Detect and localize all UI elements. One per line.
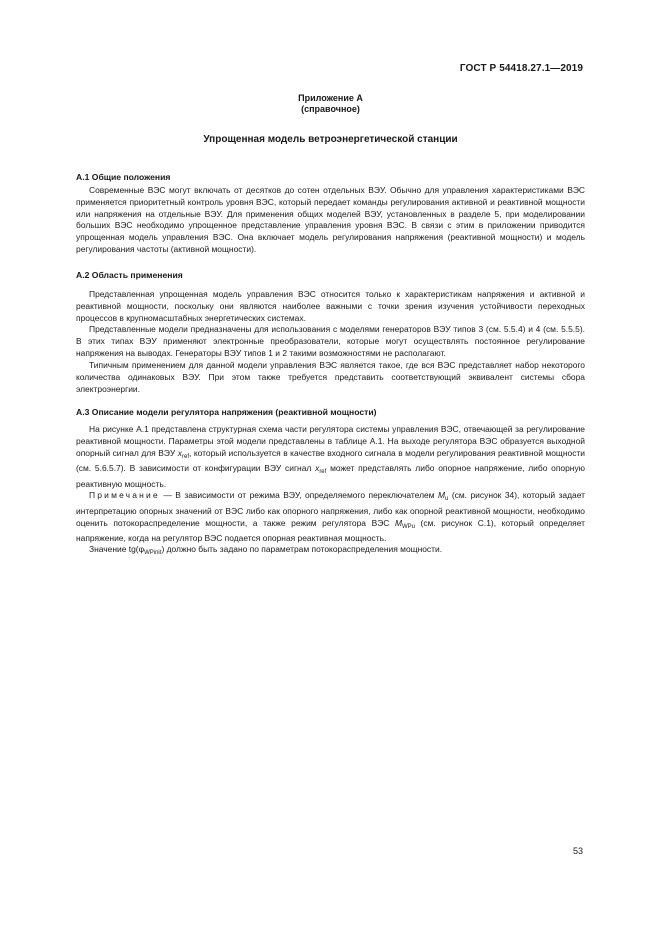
paragraph-a3-2: Значение $tg(\varphi_{WPinit})$ должно быть задано по параметрам потокораспределения мощности. [89,544,443,556]
variable-x: x [177,447,182,458]
paragraph-a2-3: Типичным применением для данной модели управления ВЭС является такое, где вся ВЭС представляет набор некоторого количества одинаковых ВЭУ. При этом также требуется представить соответствующий эквивалент системы сбора электроэнергии. [76,360,585,394]
appendix-title: Приложение А [298,93,363,103]
document-standard-number: ГОСТ Р 54418.27.1—2019 [459,63,583,74]
page-number: 53 [572,846,583,856]
section-heading-a3: А.3 Описание модели регулятора напряжения (реактивной мощности) [76,407,377,417]
paragraph-a1-1: Современные ВЭС могут включать от десятков до сотен отдельных ВЭУ. Обычно для управления характеристиками ВЭС применяется приоритетный контроль уровня ВЭС, который передает команды регулирования активной и реактивной мощности или напряжения на отдельные ВЭУ. Для применения общих моделей ВЭУ, установленных в разделе 5, при моделировании больших ВЭС необходимо упрощенное представление управления уровня ВЭС. В связи с этим в приложении приводится упрощенная модель управления ВЭС. Она включает модель регулирования напряжения (реактивной мощности) и модель регулирования частоты (активной мощности). [76,185,585,254]
document-title: Упрощенная модель ветроэнергетической станции [203,134,458,145]
paragraph-a2-1: Представленная упрощенная модель управления ВЭС относится только к характеристикам напряжения и активной и реактивной мощности, поскольку они являются наиболее важными с точки зрения изучения устойчивости переходных процессов в крупномасштабных энергетических системах. [76,289,585,323]
note-label: Примечание [89,490,160,500]
variable-m: M [437,490,446,500]
paragraph-a2-2: Представленные модели предназначены для использования с моделями генераторов ВЭУ типов 3 (см. 5.5.4) и 4 (см. 5.5.5). В этих типах ВЭУ применяют электронные преобразователи, которые могут осуществлять постоянное регулирование напряжения на выводах. Генераторы ВЭУ типов 1 и 2 такими возможностями не располагают. [76,324,585,358]
variable-m: M [394,517,402,528]
paragraph-a3-1: На рисунке А.1 представлена структурная схема части регулятора системы управления ВЭС, отвечающей за регулирование реактивной мощности. Параметры этой модели представлены в таблице А.1. На выходе регулятора ВЭС образуется выходной опорный сигнал для ВЭУ $x_{ref}$, который используется в качестве входного сигнала в модели регулирования реактивной мощности (см. 5.6.5.7). В зависимости от конфигурации ВЭУ сигнал $x_{ref}$ может представлять либо опорное напряжение, либо опорную реактивную мощность. [76,424,586,490]
section-heading-a1: А.1 Общие положения [76,172,171,182]
appendix-subtitle: (справочное) [301,104,360,114]
variable-x: x [315,463,320,474]
section-heading-a2: А.2 Область применения [76,270,183,280]
note-paragraph: Примечание — В зависимости от режима ВЭУ, определяемого переключателем $M_u$ (см. рисунок 34), который задает интерпретацию опорных значений от ВЭС либо как опорного напряжения, либо как опорной реактивной мощности, необходимо оценить потокораспределение мощности, а также режим регулятора ВЭС $M_{WPu}$ (см. рисунок С.1), который определяет напряжение, когда на регулятор ВЭС подается опорная реактивная мощность. [76,490,585,544]
